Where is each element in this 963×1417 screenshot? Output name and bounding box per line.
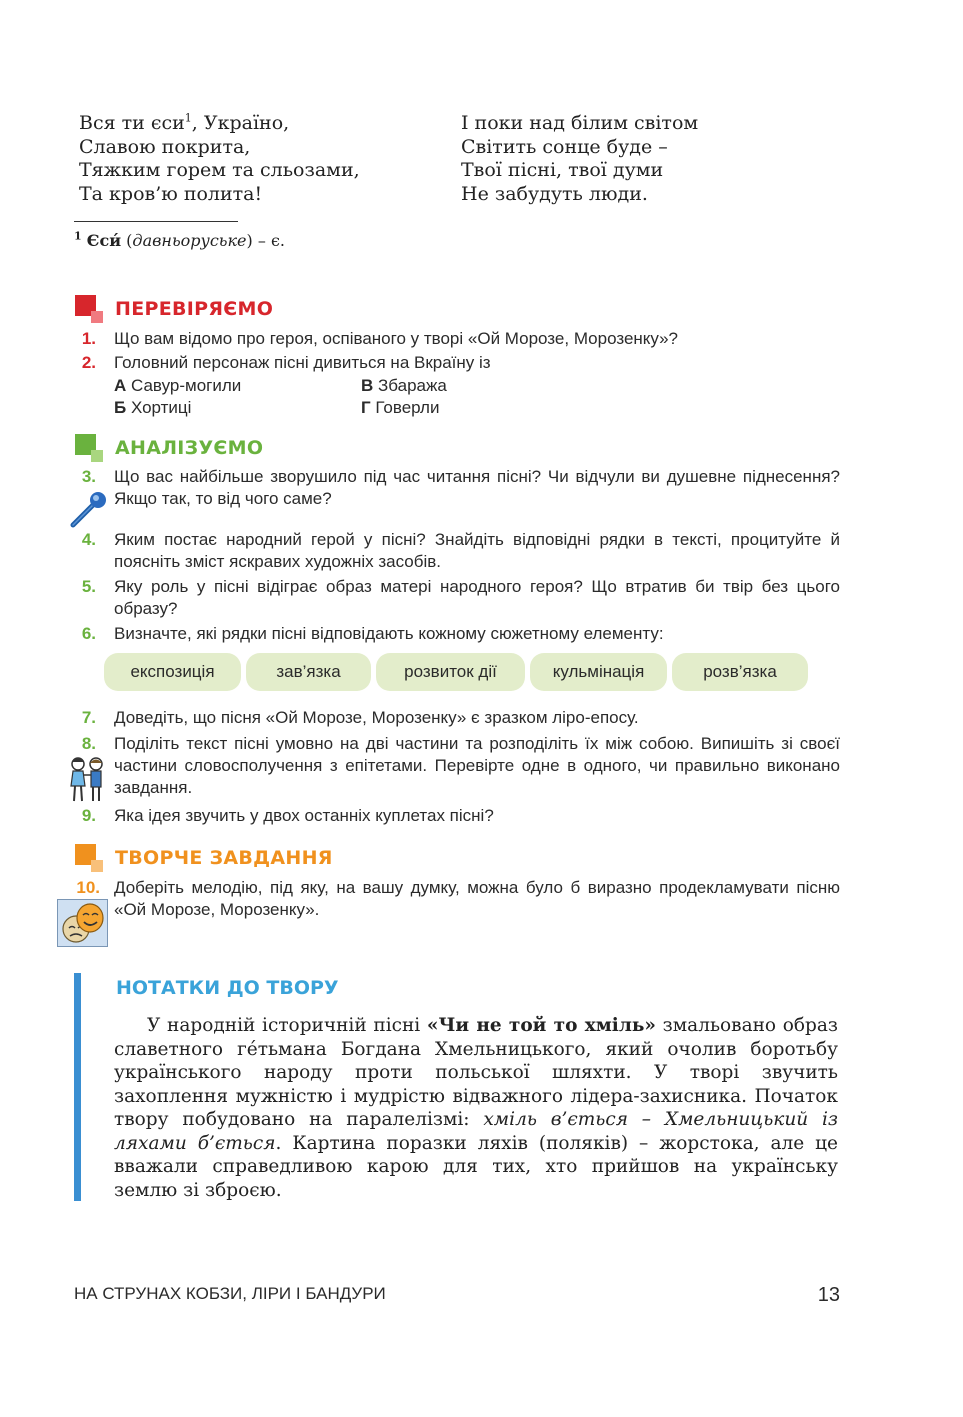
section-title-creative: ТВОРЧЕ ЗАВДАННЯ bbox=[115, 847, 333, 869]
question-number: 5. bbox=[81, 577, 96, 596]
notes-accent-bar bbox=[74, 973, 81, 1201]
orange-square-accent-icon bbox=[91, 860, 103, 872]
plot-element-pill: кульмінація bbox=[530, 653, 667, 691]
footnote: $^1$ Єси́ (давньоруське) – є. bbox=[74, 229, 285, 250]
green-square-accent-icon bbox=[91, 450, 103, 462]
question-number: 2. bbox=[81, 353, 96, 372]
question-text: Що вас найбільше зворушило під час читання пісні? Чи відчули ви душевне піднесення? Якщо так, то від чого саме? bbox=[114, 467, 840, 508]
footnote-mark: 1 bbox=[74, 229, 82, 243]
section-title-analyze: АНАЛІЗУЄМО bbox=[115, 437, 264, 459]
pair-work-icon bbox=[65, 755, 109, 805]
question-text: Поділіть текст пісні умовно на дві частини та розподіліть їх між собою. Випишіть зі своєї частини словосполучення з епітетами. Перевірте одне в одного, чи правильно виконано завдання. bbox=[114, 734, 840, 797]
question-number: 9. bbox=[81, 806, 96, 825]
poem-text: Вся ти єси bbox=[79, 112, 185, 134]
page-number: 13 bbox=[817, 1284, 840, 1306]
answer-option-a: А Савур-могили bbox=[114, 376, 242, 395]
footnote-divider bbox=[74, 221, 238, 222]
answer-option-b: Б Хортиці bbox=[114, 398, 192, 417]
plot-element-pill: розв’язка bbox=[672, 653, 808, 691]
poem-line bbox=[79, 112, 360, 136]
notes-title: НОТАТКИ ДО ТВОРУ bbox=[116, 977, 339, 999]
footnote-origin: давньоруське bbox=[132, 231, 247, 250]
question-number: 6. bbox=[81, 624, 96, 643]
footnote-term: Єси́ bbox=[86, 231, 122, 250]
footnote-ref: 1 bbox=[184, 111, 192, 125]
poem-line: І поки над білим світом bbox=[461, 112, 699, 134]
question-number: 10. bbox=[76, 878, 100, 897]
question-number: 1. bbox=[81, 329, 96, 348]
answer-option-v: В Збаража bbox=[361, 376, 447, 395]
question-number: 3. bbox=[81, 467, 96, 486]
running-footer: НА СТРУНАХ КОБЗИ, ЛІРИ І БАНДУРИ bbox=[74, 1284, 386, 1303]
notes-paragraph: У народній історичній пісні «Чи не той то хміль» змальовано образ славетного ге́тьмана Богдана Хмельницького, який очолив боротьбу українського народу проти польської шляхти. У творі звучить захоплення мужністю і мудрістю відважного лідера-захисника. Початок твору побудовано на паралелізмі: хміль в’ється – Хмельницький із ляхами б’ється. Картина поразки ляхів (поляків) – жорстока, але це вважали справедливою карою для тих, хто прийшов на українську землю зі зброєю. bbox=[114, 1015, 838, 1201]
plot-element-pill: зав’язка bbox=[246, 653, 371, 691]
section-title-check: ПЕРЕВІРЯЄМО bbox=[115, 298, 274, 320]
question-number: 7. bbox=[81, 708, 96, 727]
poem-right-column bbox=[461, 112, 698, 206]
footnote-definition: – є. bbox=[252, 231, 285, 250]
question-text: Головний персонаж пісні дивиться на Вкраїну із bbox=[114, 353, 491, 372]
question-text: Яка ідея звучить у двох останніх куплетах пісні? bbox=[114, 806, 494, 825]
poem-line: Твої пісні, твої думи bbox=[461, 159, 664, 181]
plot-element-pill: експозиція bbox=[104, 653, 241, 691]
question-text: Яким постає народний герой у пісні? Знайдіть відповідні рядки в тексті, процитуйте й поясніть зміст яскравих художніх засобів. bbox=[114, 530, 840, 571]
question-text: Доведіть, що пісня «Ой Морозе, Морозенку» є зразком ліро-епосу. bbox=[114, 708, 639, 727]
question-text: Визначте, які рядки пісні відповідають кожному сюжетному елементу: bbox=[114, 624, 664, 643]
poem-line: Тяжким горем та сльозами, bbox=[79, 159, 360, 181]
theatre-masks-icon bbox=[57, 899, 108, 947]
question-number: 8. bbox=[81, 734, 96, 753]
poem-left-column bbox=[79, 112, 360, 206]
question-number: 4. bbox=[81, 530, 96, 549]
red-square-accent-icon bbox=[91, 311, 103, 323]
poem-text: , Україно, bbox=[191, 112, 290, 134]
poem-line: Не забудуть люди. bbox=[461, 182, 648, 205]
poem-line: Та кров’ю полита! bbox=[79, 182, 263, 205]
question-text: Яку роль у пісні відіграє образ матері народного героя? Що втратив би твір без цього образу? bbox=[114, 577, 840, 618]
poem-line: Світить сонце буде – bbox=[461, 135, 668, 158]
microphone-icon bbox=[68, 490, 110, 530]
question-text: Що вам відомо про героя, оспіваного у творі «Ой Морозе, Морозенку»? bbox=[114, 329, 679, 348]
question-text: Доберіть мелодію, під яку, на вашу думку, можна було б виразно продекламувати пісню «Ой Морозе, Морозенку». bbox=[114, 878, 840, 919]
poem-line: Славою покрита, bbox=[79, 135, 251, 158]
answer-option-g: Г Говерли bbox=[361, 398, 440, 417]
plot-element-pill: розвиток дії bbox=[376, 653, 525, 691]
